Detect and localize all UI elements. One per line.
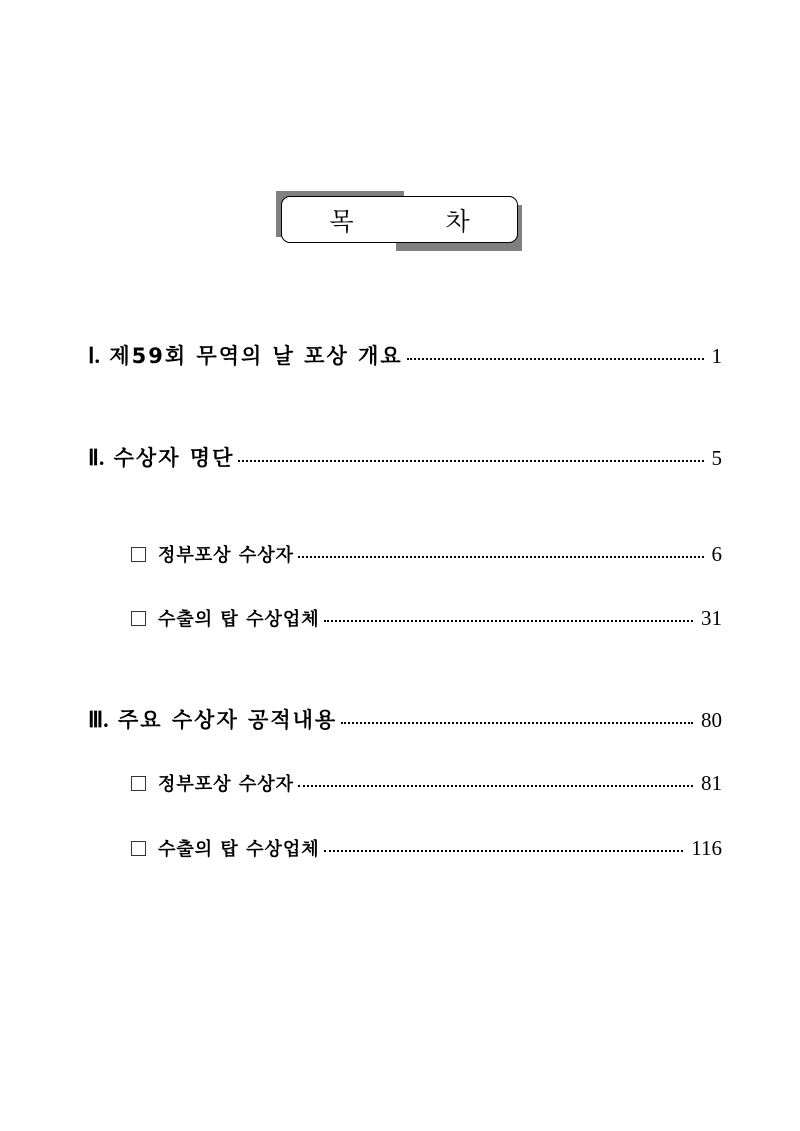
page-number: 116 — [691, 836, 722, 860]
section-numeral: Ⅱ. — [88, 445, 105, 470]
dot-leader — [324, 850, 684, 852]
checkbox-bullet-icon — [131, 611, 146, 626]
title-char-1: 목 — [329, 206, 354, 236]
subsection-title: 정부포상 수상자 — [158, 545, 294, 566]
page-number: 81 — [701, 771, 722, 795]
toc-entry-3-2[interactable] — [131, 835, 722, 861]
page-number: 5 — [711, 446, 722, 470]
checkbox-bullet-icon — [131, 776, 146, 791]
toc-title-box — [276, 191, 526, 251]
toc-entry-section-2[interactable] — [88, 442, 722, 472]
toc-entry-2-1[interactable] — [131, 541, 722, 567]
toc-entry-3-1[interactable] — [131, 770, 722, 796]
toc-entry-section-3[interactable] — [88, 704, 722, 734]
dot-leader — [341, 722, 693, 724]
section-numeral: Ⅲ. — [88, 707, 109, 732]
toc-entry-section-1[interactable] — [88, 340, 722, 370]
dot-leader — [238, 460, 703, 462]
page-number: 6 — [711, 542, 722, 566]
section-numeral: Ⅰ. — [88, 343, 100, 368]
title-frame — [281, 196, 518, 243]
subsection-title: 정부포상 수상자 — [158, 774, 294, 795]
page-number: 1 — [711, 344, 722, 368]
dot-leader — [298, 556, 704, 558]
checkbox-bullet-icon — [131, 841, 146, 856]
checkbox-bullet-icon — [131, 547, 146, 562]
section-title: 제59회 무역의 날 포상 개요 — [109, 344, 403, 368]
page-number: 80 — [701, 708, 722, 732]
page-number: 31 — [701, 606, 722, 630]
dot-leader — [324, 620, 693, 622]
toc-entry-2-2[interactable] — [131, 605, 722, 631]
dot-leader — [407, 358, 704, 360]
subsection-title: 수출의 탑 수상업체 — [158, 609, 320, 630]
section-title: 수상자 명단 — [113, 446, 235, 470]
section-title: 주요 수상자 공적내용 — [117, 708, 338, 732]
title-char-2: 차 — [445, 206, 470, 236]
dot-leader — [298, 785, 693, 787]
subsection-title: 수출의 탑 수상업체 — [158, 839, 320, 860]
